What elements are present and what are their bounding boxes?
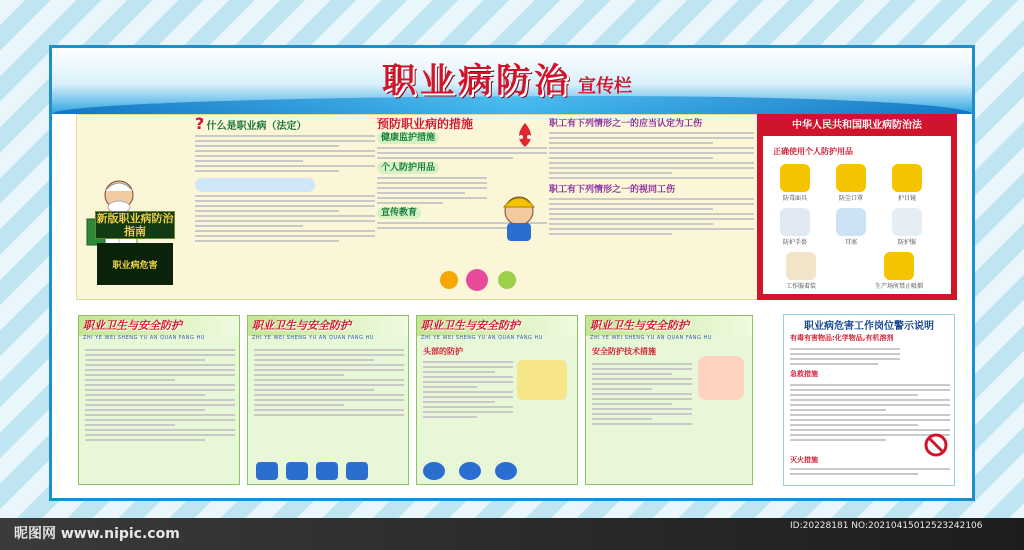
- law-box: [757, 114, 957, 300]
- prevention-heading: 预防职业病的措施: [377, 117, 474, 131]
- board-title: [337, 58, 677, 102]
- panel-2-pinyin: ZHI YE WEI SHENG YU AN QUAN FANG HU: [252, 335, 374, 341]
- panel-4-caption: 安全防护技术措施: [592, 347, 656, 356]
- ppe-no-smoking: 生产场所禁止吸烟: [859, 252, 939, 290]
- watermark-site: 昵图网 www.nipic.com: [14, 526, 180, 542]
- flowers-icon: [437, 265, 527, 295]
- question-mark-icon: ?: [195, 114, 205, 133]
- panel-4-body: [592, 360, 692, 490]
- section-prevention: [377, 119, 547, 295]
- prevention-sub-1: 健康监护措施: [377, 132, 439, 144]
- question-heading: 什么是职业病（法定）: [206, 121, 307, 132]
- panel-3-illustration: [517, 360, 567, 400]
- panel-1: [78, 315, 240, 485]
- injury-heading-2: 职工有下列情形之一的视同工伤: [549, 185, 676, 195]
- warning-text-3: [790, 465, 950, 478]
- title-sub: 宣传栏: [578, 76, 632, 97]
- guide-badge: 职业病危害: [97, 243, 173, 285]
- text-block-6: [549, 132, 754, 179]
- bulletin-board: [52, 48, 972, 498]
- prevention-sub-3: 宣传教育: [377, 207, 421, 219]
- warning-title: 职业病危害工作岗位警示说明: [804, 321, 934, 332]
- ppe-goggles: 护目镜: [889, 164, 925, 202]
- mask-icon: [286, 462, 308, 480]
- warning-text-1: [790, 345, 900, 368]
- text-block-1: [195, 135, 375, 172]
- panel-1-title: 职业卫生与安全防护: [83, 319, 182, 332]
- mascot-icon: [495, 189, 543, 243]
- section-what-is: [195, 114, 375, 295]
- ear-icon: [495, 462, 517, 480]
- warning-notice: [783, 314, 955, 486]
- panel-3-icons: [423, 462, 517, 480]
- law-subtitle: 正确使用个人防护用品: [773, 147, 853, 156]
- warning-lead: 有毒有害物品:化学物品,有机溶剂: [790, 334, 894, 342]
- panel-3-title: 职业卫生与安全防护: [421, 319, 520, 332]
- drop-mascot-icon: [507, 121, 543, 149]
- panel-3-caption: 头部的防护: [423, 347, 463, 356]
- panel-4-pinyin: ZHI YE WEI SHENG YU AN QUAN FANG HU: [590, 335, 712, 341]
- injury-heading-1: 职工有下列情形之一的应当认定为工伤: [549, 119, 703, 129]
- warning-fire: 灭火措施: [790, 456, 818, 464]
- panel-4-illustration: [698, 356, 744, 400]
- law-title: 中华人民共和国职业病防治法: [763, 116, 951, 136]
- text-block-4: [377, 177, 487, 204]
- text-block-7: [549, 198, 754, 235]
- no-smoking-icon: [924, 433, 948, 457]
- ppe-dust-mask: 防尘口罩: [833, 164, 869, 202]
- text-block-2: [195, 195, 375, 242]
- title-main: 职业病防治: [382, 61, 572, 101]
- panel-1-body: [85, 346, 235, 476]
- ppe-workwear: 工作服着装: [783, 252, 819, 290]
- ppe-earplugs: 耳塞: [833, 208, 869, 246]
- prevention-sub-2: 个人防护用品: [377, 162, 439, 174]
- top-content: [76, 114, 758, 300]
- panel-2: [247, 315, 409, 485]
- watermark-id: ID:20228181 NO:20210415012523242106: [790, 521, 983, 531]
- glove-icon: [346, 462, 368, 480]
- panel-1-pinyin: ZHI YE WEI SHENG YU AN QUAN FANG HU: [83, 335, 205, 341]
- helmet-icon: [423, 462, 445, 480]
- panel-4: [585, 315, 753, 485]
- panel-2-icons: [256, 462, 368, 480]
- board-header: [52, 48, 972, 114]
- panel-2-body: [254, 346, 404, 476]
- panel-4-title: 职业卫生与安全防护: [590, 319, 689, 332]
- guide-label: 新版职业病防治指南: [96, 212, 174, 238]
- boot-icon: [316, 462, 338, 480]
- helmet-icon: [256, 462, 278, 480]
- goggle-icon: [459, 462, 481, 480]
- subheading-bar: [195, 178, 315, 192]
- warning-emergency: 急救措施: [790, 370, 818, 378]
- ppe-gloves: 防护手套: [777, 208, 813, 246]
- panel-3-pinyin: ZHI YE WEI SHENG YU AN QUAN FANG HU: [421, 335, 543, 341]
- ppe-suit: 防护服: [889, 208, 925, 246]
- ppe-gas-mask: 防毒面具: [777, 164, 813, 202]
- panel-2-title: 职业卫生与安全防护: [252, 319, 351, 332]
- section-work-injury: [549, 119, 754, 295]
- panel-3: [416, 315, 578, 485]
